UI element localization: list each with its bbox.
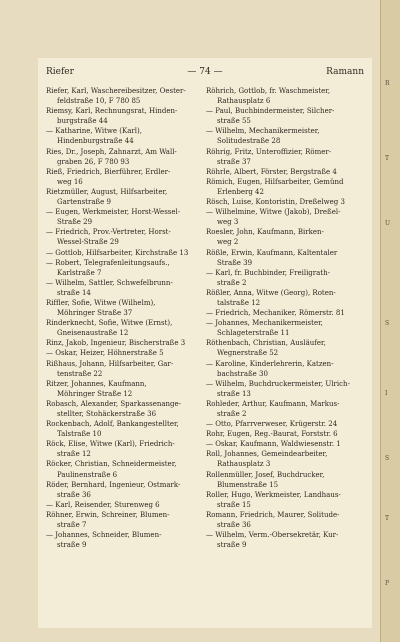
entry-name-line: Röthenbach, Christian, Ausläufer, xyxy=(206,339,326,348)
directory-entry xyxy=(206,288,368,308)
entry-name-line: Röhrle, Albert, Förster, Bergstraße 4 xyxy=(206,167,337,176)
entry-name-line: — Friedrich, Mechaniker, Römerstr. 81 xyxy=(206,309,345,318)
directory-entry xyxy=(206,490,368,510)
entry-name-line: — Wilhelm, Mechanikermeister, xyxy=(206,127,320,136)
entry-name-line: Röder, Bernhard, Ingenieur, Ostmark- xyxy=(46,480,181,489)
entry-continuation-line: burgstraße 44 xyxy=(57,117,108,126)
entry-name-line: Ritzer, Johannes, Kaufmann, xyxy=(46,379,147,388)
entry-name-line: Rohleder, Arthur, Kaufmann, Markus- xyxy=(206,399,340,408)
entry-name-line: Robasch, Alexander, Sparkassenange- xyxy=(46,399,182,408)
entry-continuation-line: straße 14 xyxy=(57,288,91,297)
edge-letter: T xyxy=(385,155,390,162)
directory-entry xyxy=(206,147,368,167)
page-number: — 74 — xyxy=(187,67,223,77)
directory-entry xyxy=(46,227,208,247)
entry-name-line: Roller, Hugo, Werkmeister, Landhaus- xyxy=(206,490,341,499)
entry-name-line: — Wilhelmine, Witwe (Jakob), Dreßel- xyxy=(206,208,341,217)
entry-continuation-line: Straße 39 xyxy=(217,258,253,267)
edge-letter: U xyxy=(385,220,391,227)
entry-name-line: — Wilhelm, Sattler, Schwefelbrunn- xyxy=(46,278,173,287)
directory-entry xyxy=(206,379,368,399)
entry-continuation-line: Karlstraße 7 xyxy=(57,268,102,277)
directory-entry xyxy=(206,106,368,126)
directory-entry xyxy=(206,318,368,338)
entry-continuation-line: graben 26, F 780 93 xyxy=(57,157,130,166)
entry-name-line: Romann, Friedrich, Maurer, Solitude- xyxy=(206,510,340,519)
directory-entry xyxy=(46,258,208,278)
edge-letter: R xyxy=(385,80,390,87)
entry-name-line: Römich, Eugen, Hilfsarbeiter, Gemünd xyxy=(206,177,344,186)
entry-continuation-line: Wessel-Straße 29 xyxy=(57,238,119,247)
directory-entry xyxy=(206,359,368,379)
directory-entry xyxy=(206,248,368,268)
entry-name-line: — Karoline, Kinderlehrerin, Katzen- xyxy=(206,359,334,368)
directory-entry xyxy=(46,530,208,550)
adjacent-page-edge-letters xyxy=(385,60,397,620)
directory-entry xyxy=(46,379,208,399)
entry-continuation-line: straße 13 xyxy=(217,389,251,398)
entry-name-line: Riffler, Sofie, Witwe (Wilhelm), xyxy=(46,298,156,307)
directory-entry xyxy=(46,147,208,167)
directory-entry xyxy=(206,449,368,469)
entry-continuation-line: straße 37 xyxy=(217,157,251,166)
entry-name-line: Rieß, Friedrich, Bierführer, Erdler- xyxy=(46,167,171,176)
entry-name-line: — Otto, Pfarrverweser, Krügerstr. 24 xyxy=(206,420,338,429)
directory-entry xyxy=(46,399,208,419)
directory-entry xyxy=(46,419,208,439)
entry-name-line: — Oskar, Heizer, Höhnerstraße 5 xyxy=(46,349,164,358)
entry-name-line: Rockenbach, Adolf, Bankangestellter, xyxy=(46,420,179,429)
entry-name-line: — Wilhelm, Verm.-Obersekretär, Kur- xyxy=(206,531,339,540)
entry-continuation-line: bachstraße 30 xyxy=(217,369,268,378)
directory-entry xyxy=(206,510,368,530)
directory-entry xyxy=(206,338,368,358)
entry-continuation-line: straße 36 xyxy=(57,490,91,499)
entry-name-line: Rösch, Luise, Kontoristin, Dreßelweg 3 xyxy=(206,198,345,207)
directory-entry xyxy=(206,399,368,419)
entry-name-line: Ries, Dr., Joseph, Zahnarzt, Am Wall- xyxy=(46,147,177,156)
directory-entry xyxy=(206,197,368,207)
entry-continuation-line: straße 9 xyxy=(217,541,247,550)
entry-name-line: Rollenmüller, Josef, Buchdrucker, xyxy=(206,470,325,479)
entry-name-line: Rißhaus, Johann, Hilfsarbeiter, Gar- xyxy=(46,359,174,368)
entry-name-line: — Paul, Buchbindermeister, Silcher- xyxy=(206,107,335,116)
entry-continuation-line: Möhringer Straße 12 xyxy=(57,389,133,398)
directory-entry xyxy=(46,86,208,106)
entry-continuation-line: straße 7 xyxy=(57,521,87,530)
entry-name-line: Rinderknecht, Sofie, Witwe (Ernst), xyxy=(46,319,173,328)
entry-continuation-line: Wegnerstraße 52 xyxy=(217,349,279,358)
entry-name-line: — Friedrich, Prov.-Vertreter, Horst- xyxy=(46,228,171,237)
entry-continuation-line: Erlenberg 42 xyxy=(217,187,264,196)
directory-entry xyxy=(46,500,208,510)
entry-continuation-line: straße 15 xyxy=(217,500,251,509)
directory-entry xyxy=(46,480,208,500)
edge-letter: S xyxy=(385,320,390,327)
entry-name-line: Roll, Johannes, Gemeindearbeiter, xyxy=(206,450,328,459)
entry-continuation-line: stellter, Stohäckerstraße 36 xyxy=(57,410,157,418)
entry-name-line: Röhner, Erwin, Schreiner, Blumen- xyxy=(46,510,170,519)
entry-name-line: Röcker, Christian, Schneidermeister, xyxy=(46,460,177,469)
entry-continuation-line: Straße 29 xyxy=(57,218,93,227)
directory-entry xyxy=(206,470,368,490)
directory-entry xyxy=(206,419,368,429)
entry-name-line: Rößler, Anna, Witwe (Georg), Roten- xyxy=(206,288,336,297)
header-left-word: Riefer xyxy=(46,67,74,77)
directory-entry xyxy=(46,459,208,479)
directory-entry xyxy=(46,338,208,348)
entry-name-line: — Johannes, Schneider, Blumen- xyxy=(46,531,162,540)
directory-entry xyxy=(46,510,208,530)
entry-continuation-line: straße 55 xyxy=(217,117,251,126)
directory-entry xyxy=(206,86,368,106)
entry-continuation-line: Gneisenaustraße 12 xyxy=(57,329,129,338)
directory-entry xyxy=(46,126,208,146)
directory-entry xyxy=(46,348,208,358)
entry-continuation-line: straße 12 xyxy=(57,450,91,459)
entry-name-line: Roesler, John, Kaufmann, Birken- xyxy=(206,228,324,237)
directory-entry xyxy=(206,227,368,247)
entry-continuation-line: weg 16 xyxy=(57,177,83,186)
entry-continuation-line: Möhringer Straße 37 xyxy=(57,309,133,318)
entry-continuation-line: talstraße 12 xyxy=(217,298,261,307)
entry-name-line: Riefer, Karl, Waschereibesitzer, Oester- xyxy=(46,87,186,95)
entry-continuation-line: feldstraße 10, F 780 85 xyxy=(57,97,141,106)
directory-entry xyxy=(206,268,368,288)
entry-name-line: Röhrig, Fritz, Unteroffizier, Römer- xyxy=(206,147,332,156)
entry-name-line: — Karl, fr. Buchbinder, Freiligrath- xyxy=(206,268,330,277)
directory-entry xyxy=(46,439,208,459)
entry-name-line: — Katharine, Witwe (Karl), xyxy=(46,127,142,136)
entry-continuation-line: straße 9 xyxy=(57,541,87,550)
entry-continuation-line: Gartenstraße 9 xyxy=(57,198,111,207)
directory-entry xyxy=(206,207,368,227)
entry-continuation-line: tenstraße 22 xyxy=(57,369,103,378)
directory-entry xyxy=(46,248,208,258)
entry-name-line: Röck, Elise, Witwe (Karl), Friedrich- xyxy=(46,440,175,449)
entry-name-line: — Gottlob, Hilfsarbeiter, Kirchstraße 13 xyxy=(46,248,189,257)
entry-name-line: Rößle, Erwin, Kaufmann, Kaltentaler xyxy=(206,248,338,257)
entry-name-line: Röhrich, Gottlob, fr. Waschmeister, xyxy=(206,87,331,95)
directory-entry xyxy=(206,308,368,318)
entry-continuation-line: Blumenstraße 15 xyxy=(217,480,279,489)
directory-entry xyxy=(46,318,208,338)
edge-letter: S xyxy=(385,455,390,462)
entry-continuation-line: Talstraße 10 xyxy=(57,430,102,439)
entry-continuation-line: Paulinenstraße 6 xyxy=(57,470,118,479)
directory-entry xyxy=(206,167,368,177)
right-column xyxy=(206,86,368,550)
directory-entry xyxy=(46,359,208,379)
entry-continuation-line: straße 36 xyxy=(217,521,251,530)
entry-continuation-line: straße 2 xyxy=(217,278,247,287)
directory-entry xyxy=(46,187,208,207)
directory-entry xyxy=(206,530,368,550)
entry-name-line: Rohr, Eugen, Reg.-Baurat, Forststr. 6 xyxy=(206,430,338,439)
directory-entry xyxy=(206,177,368,197)
entry-continuation-line: Solitudestraße 28 xyxy=(217,137,281,146)
left-column xyxy=(46,86,208,550)
entry-continuation-line: Schlageterstraße 11 xyxy=(217,329,290,338)
directory-entry xyxy=(46,106,208,126)
entry-name-line: — Karl, Reisender, Sturenweg 6 xyxy=(46,500,160,509)
edge-letter: P xyxy=(385,580,390,587)
entry-name-line: — Eugen, Werkmeister, Horst-Wessel- xyxy=(46,208,181,217)
directory-entry xyxy=(206,429,368,439)
edge-letter: I xyxy=(385,390,388,397)
directory-entry xyxy=(206,126,368,146)
directory-entry xyxy=(206,439,368,449)
entry-continuation-line: weg 2 xyxy=(217,238,239,247)
entry-continuation-line: weg 3 xyxy=(217,218,239,227)
directory-entry xyxy=(46,207,208,227)
entry-name-line: — Johannes, Mechanikermeister, xyxy=(206,319,323,328)
entry-continuation-line: Rathausplatz 3 xyxy=(217,460,271,469)
directory-entry xyxy=(46,278,208,298)
entry-name-line: Riemsy, Karl, Rechnungsrat, Hinden- xyxy=(46,107,178,116)
entry-name-line: — Wilhelm, Buchdruckermeister, Ulrich- xyxy=(206,379,350,388)
edge-letter: T xyxy=(385,515,390,522)
entry-name-line: Rietzmüller, August, Hilfsarbeiter, xyxy=(46,187,168,196)
entry-name-line: — Robert, Telegrafenleitungsaufs., xyxy=(46,258,170,267)
entry-name-line: — Oskar, Kaufmann, Waldwiesenstr. 1 xyxy=(206,440,341,449)
directory-entry xyxy=(46,167,208,187)
directory-entry xyxy=(46,298,208,318)
entry-continuation-line: straße 2 xyxy=(217,410,247,418)
entry-name-line: Rinz, Jakob, Ingenieur, Bischerstraße 3 xyxy=(46,339,186,348)
entry-continuation-line: Rathausplatz 6 xyxy=(217,97,271,106)
header-right-word: Ramann xyxy=(326,67,364,77)
entry-continuation-line: Hindenburgstraße 44 xyxy=(57,137,134,146)
running-header xyxy=(46,67,364,79)
